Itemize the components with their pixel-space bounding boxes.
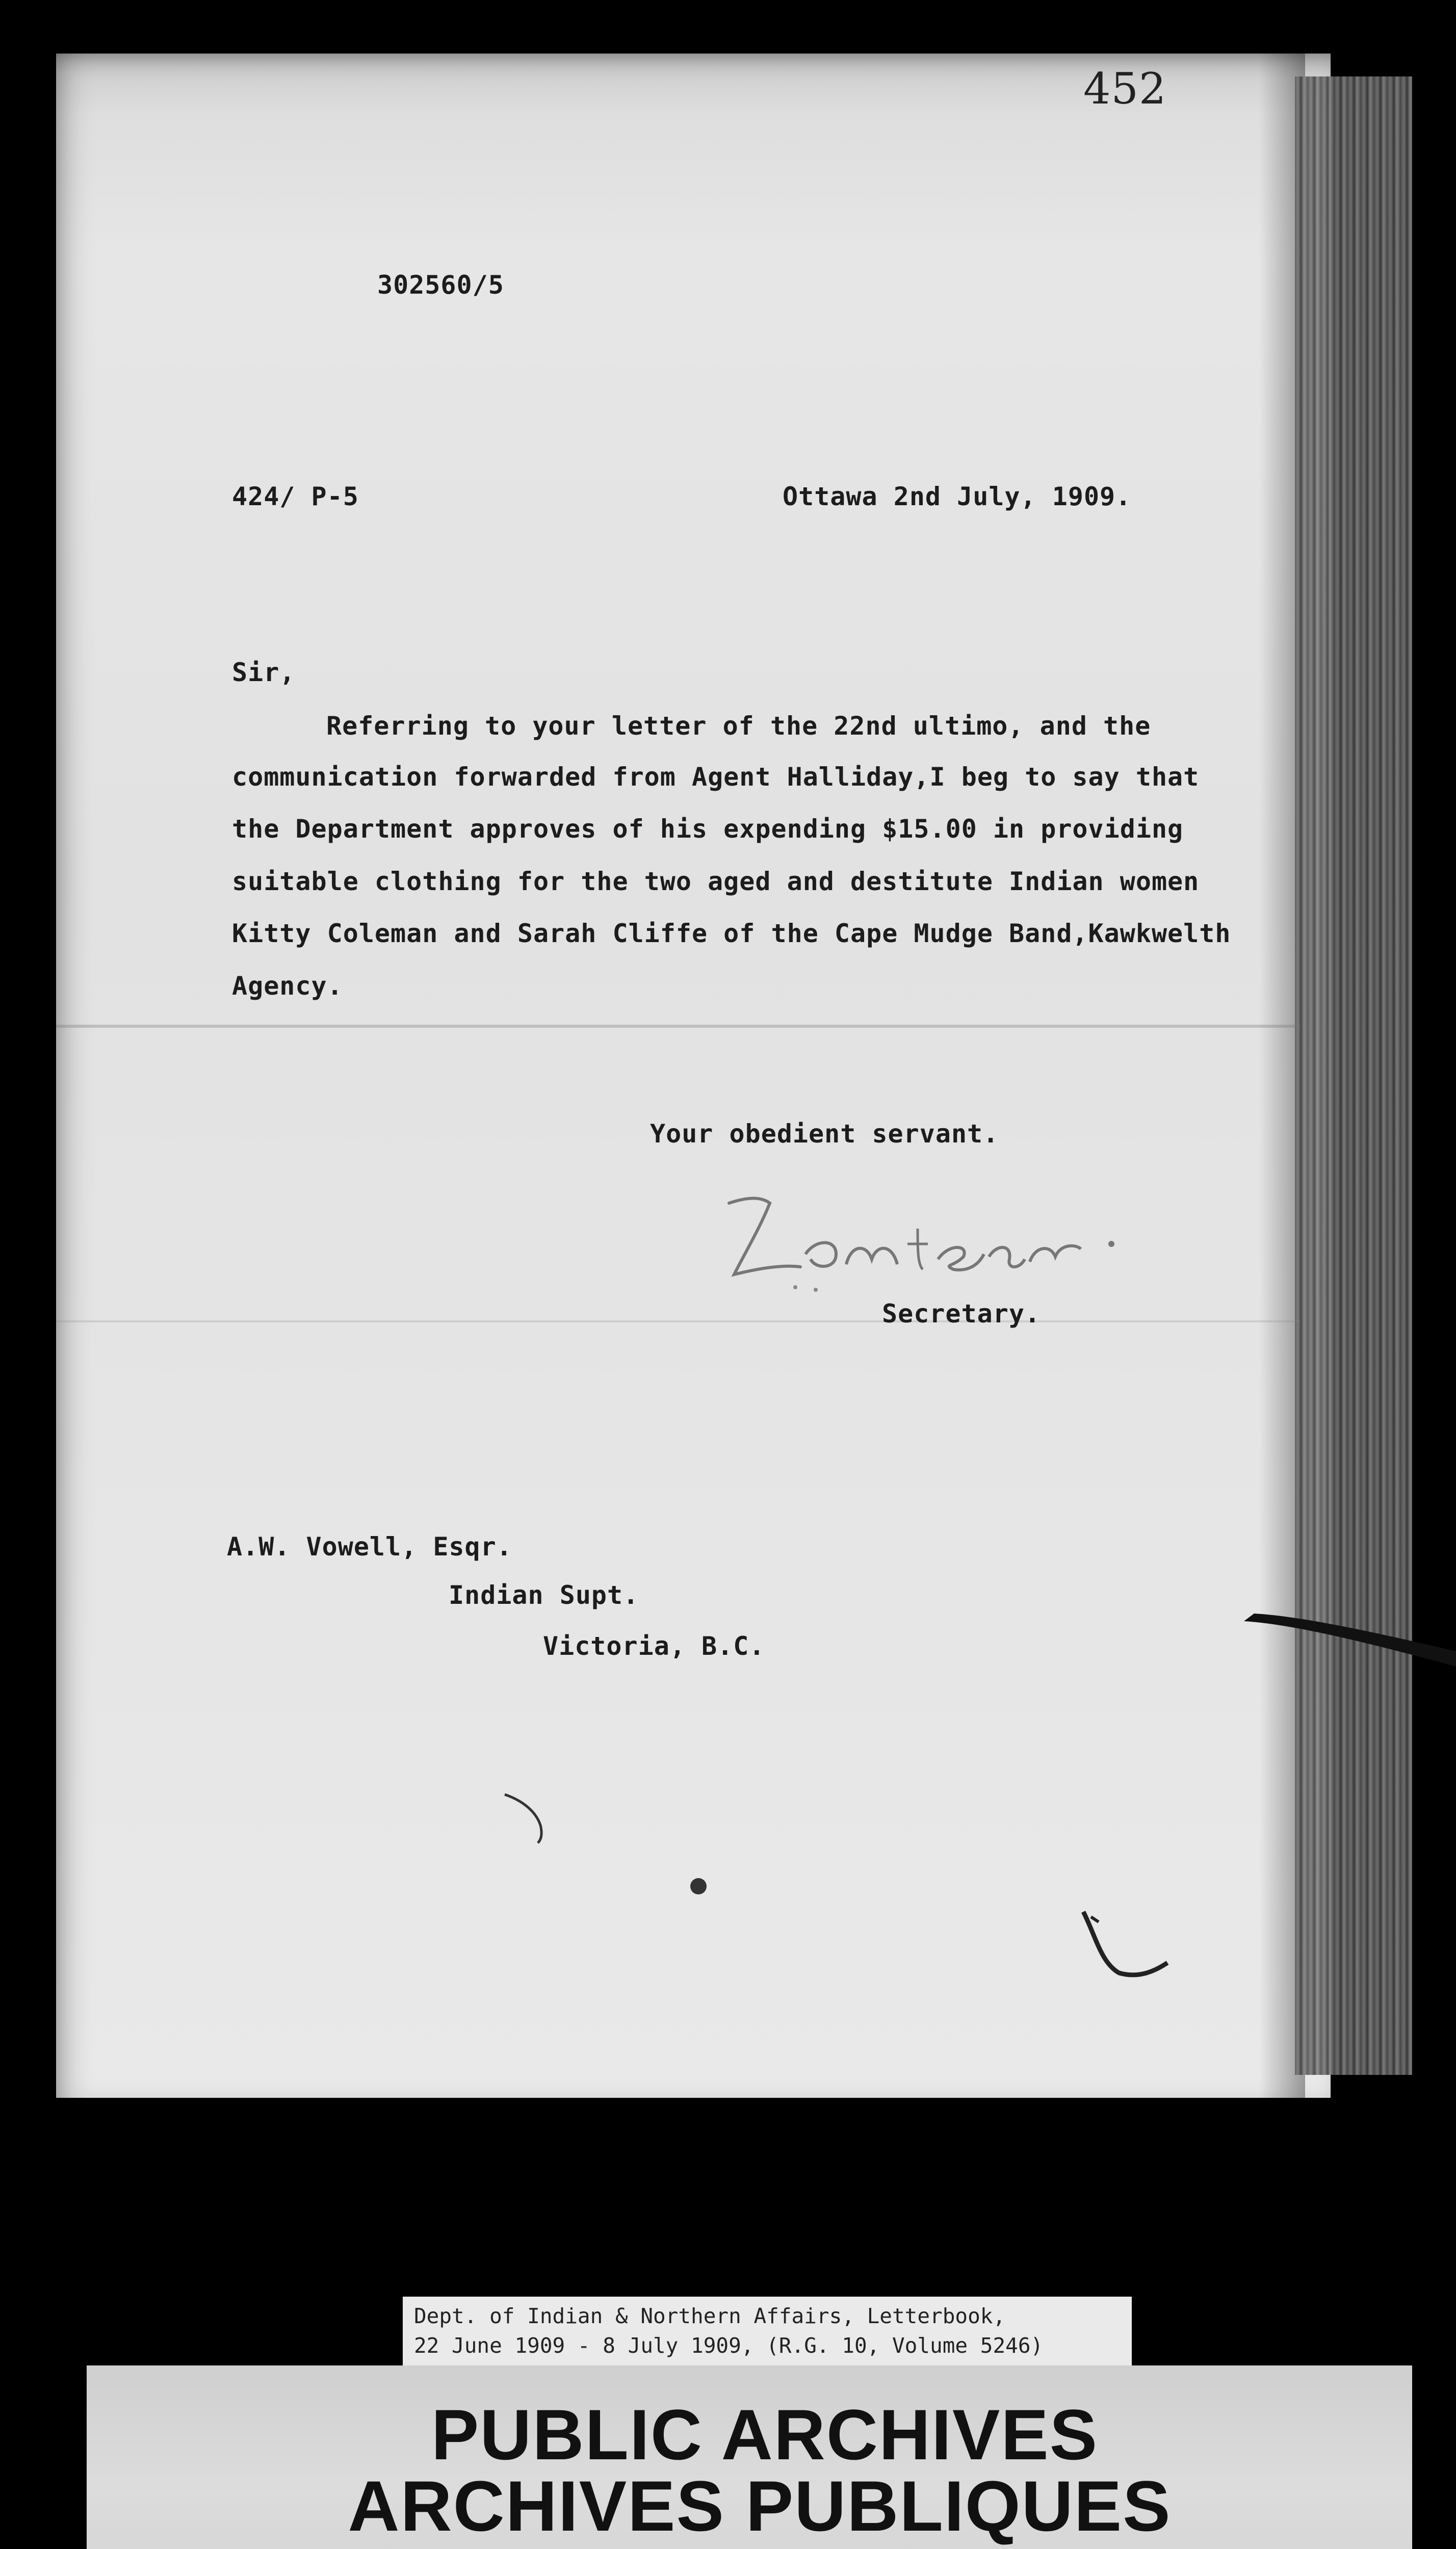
- reference-number: 424/ P-5: [232, 482, 359, 511]
- file-number: 302560/5: [377, 270, 504, 300]
- archive-stamp: [87, 2365, 1412, 2549]
- catalog-line: Dept. of Indian & Northern Affairs, Letterbook,: [414, 2304, 1006, 2328]
- archive-stamp-line: ARCHIVES PUBLIQUES: [348, 2466, 1172, 2546]
- dateline: Ottawa 2nd July, 1909.: [783, 482, 1132, 511]
- signatory-title: Secretary.: [882, 1299, 1041, 1329]
- body-line: communication forwarded from Agent Halliday,I beg to say that: [232, 762, 1200, 792]
- catalog-label: [403, 2297, 1132, 2368]
- body-line: suitable clothing for the two aged and destitute Indian women: [232, 867, 1200, 896]
- salutation: Sir,: [232, 658, 296, 687]
- body-line: Agency.: [232, 971, 343, 1001]
- body-line: Kitty Coleman and Sarah Cliffe of the Cape Mudge Band,Kawkwelth: [232, 919, 1231, 948]
- addressee-name: A.W. Vowell, Esqr.: [227, 1532, 512, 1562]
- addressee-position: Indian Supt.: [449, 1580, 639, 1610]
- closing: Your obedient servant.: [650, 1119, 999, 1149]
- body-line: the Department approves of his expending $15.00 in providing: [232, 814, 1184, 844]
- body-line: Referring to your letter of the 22nd ultimo, and the: [326, 711, 1151, 741]
- page-number: 452: [1083, 64, 1167, 114]
- archive-stamp-line: PUBLIC ARCHIVES: [431, 2395, 1099, 2475]
- addressee-place: Victoria, B.C.: [543, 1631, 765, 1661]
- catalog-line: 22 June 1909 - 8 July 1909, (R.G. 10, Volume 5246): [414, 2333, 1044, 2358]
